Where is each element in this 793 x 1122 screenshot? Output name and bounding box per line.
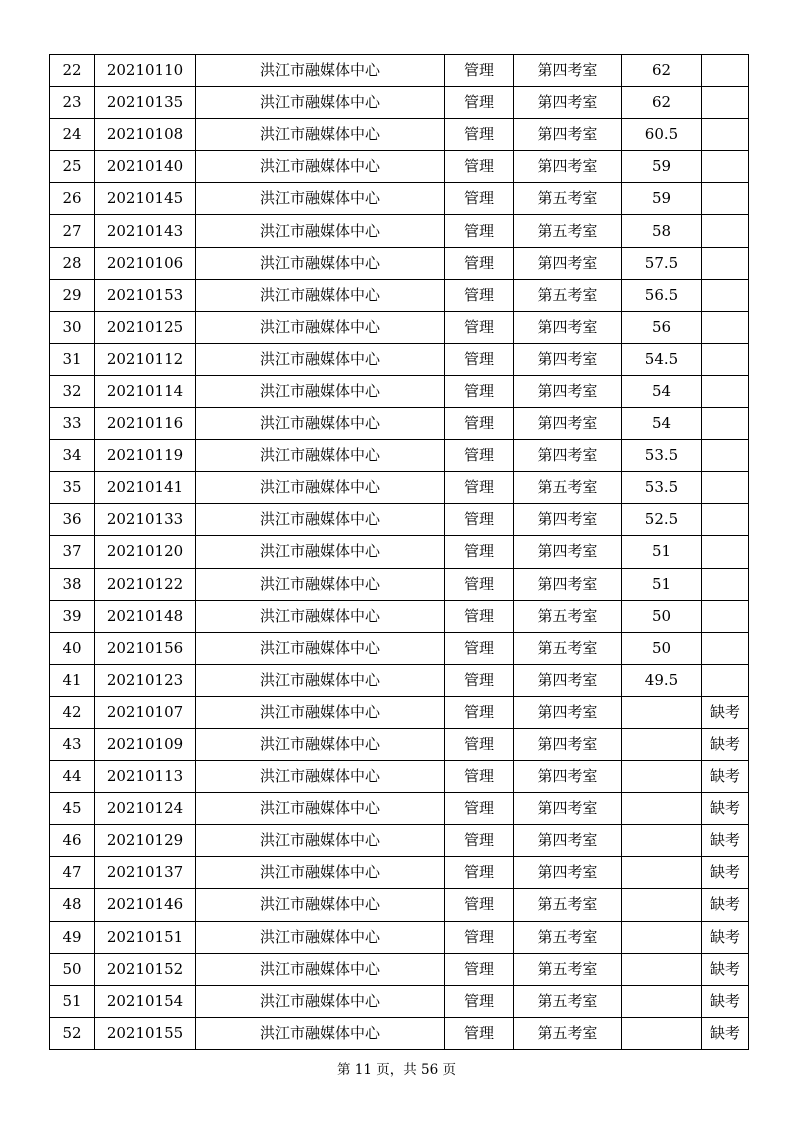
table-body — [50, 55, 749, 1050]
employer-unit-cell: 洪江市融媒体中心 — [196, 55, 445, 87]
ticket-number-cell: 20210112 — [95, 343, 196, 375]
exam-room-cell: 第五考室 — [514, 889, 622, 921]
ticket-number-cell: 20210141 — [95, 472, 196, 504]
ticket-number-cell: 20210146 — [95, 889, 196, 921]
table-row — [50, 568, 749, 600]
ticket-number-cell: 20210129 — [95, 825, 196, 857]
score-cell: 53.5 — [622, 440, 702, 472]
position-cell: 管理 — [445, 536, 514, 568]
employer-unit-cell: 洪江市融媒体中心 — [196, 183, 445, 215]
row-number-cell: 45 — [50, 793, 95, 825]
remark-cell: 缺考 — [702, 1017, 749, 1049]
score-cell: 54.5 — [622, 343, 702, 375]
employer-unit-cell: 洪江市融媒体中心 — [196, 119, 445, 151]
row-number-cell: 38 — [50, 568, 95, 600]
score-cell: 56.5 — [622, 279, 702, 311]
score-cell: 57.5 — [622, 247, 702, 279]
row-number-cell: 41 — [50, 664, 95, 696]
remark-cell — [702, 664, 749, 696]
ticket-number-cell: 20210148 — [95, 600, 196, 632]
ticket-number-cell: 20210113 — [95, 761, 196, 793]
remark-cell — [702, 343, 749, 375]
row-number-cell: 24 — [50, 119, 95, 151]
employer-unit-cell: 洪江市融媒体中心 — [196, 1017, 445, 1049]
table-row — [50, 119, 749, 151]
remark-cell — [702, 408, 749, 440]
row-number-cell: 49 — [50, 921, 95, 953]
ticket-number-cell: 20210137 — [95, 857, 196, 889]
remark-cell — [702, 55, 749, 87]
table-row — [50, 375, 749, 407]
employer-unit-cell: 洪江市融媒体中心 — [196, 793, 445, 825]
row-number-cell: 31 — [50, 343, 95, 375]
employer-unit-cell: 洪江市融媒体中心 — [196, 440, 445, 472]
remark-cell: 缺考 — [702, 696, 749, 728]
row-number-cell: 44 — [50, 761, 95, 793]
remark-cell — [702, 440, 749, 472]
ticket-number-cell: 20210120 — [95, 536, 196, 568]
ticket-number-cell: 20210116 — [95, 408, 196, 440]
table-row — [50, 953, 749, 985]
position-cell: 管理 — [445, 504, 514, 536]
ticket-number-cell: 20210106 — [95, 247, 196, 279]
row-number-cell: 33 — [50, 408, 95, 440]
position-cell: 管理 — [445, 857, 514, 889]
row-number-cell: 42 — [50, 696, 95, 728]
remark-cell — [702, 215, 749, 247]
table-row — [50, 215, 749, 247]
remark-cell — [702, 504, 749, 536]
employer-unit-cell: 洪江市融媒体中心 — [196, 632, 445, 664]
employer-unit-cell: 洪江市融媒体中心 — [196, 311, 445, 343]
table-row — [50, 857, 749, 889]
position-cell: 管理 — [445, 728, 514, 760]
exam-room-cell: 第四考室 — [514, 247, 622, 279]
remark-cell — [702, 472, 749, 504]
row-number-cell: 34 — [50, 440, 95, 472]
position-cell: 管理 — [445, 953, 514, 985]
employer-unit-cell: 洪江市融媒体中心 — [196, 600, 445, 632]
table-row — [50, 504, 749, 536]
remark-cell — [702, 151, 749, 183]
position-cell: 管理 — [445, 761, 514, 793]
ticket-number-cell: 20210122 — [95, 568, 196, 600]
remark-cell — [702, 375, 749, 407]
remark-cell — [702, 247, 749, 279]
row-number-cell: 27 — [50, 215, 95, 247]
score-cell: 62 — [622, 55, 702, 87]
ticket-number-cell: 20210124 — [95, 793, 196, 825]
ticket-number-cell: 20210145 — [95, 183, 196, 215]
score-cell: 56 — [622, 311, 702, 343]
employer-unit-cell: 洪江市融媒体中心 — [196, 664, 445, 696]
table-row — [50, 536, 749, 568]
position-cell: 管理 — [445, 375, 514, 407]
position-cell: 管理 — [445, 247, 514, 279]
row-number-cell: 47 — [50, 857, 95, 889]
row-number-cell: 28 — [50, 247, 95, 279]
employer-unit-cell: 洪江市融媒体中心 — [196, 215, 445, 247]
table-row — [50, 183, 749, 215]
exam-room-cell: 第四考室 — [514, 151, 622, 183]
employer-unit-cell: 洪江市融媒体中心 — [196, 857, 445, 889]
position-cell: 管理 — [445, 55, 514, 87]
exam-room-cell: 第五考室 — [514, 279, 622, 311]
position-cell: 管理 — [445, 279, 514, 311]
position-cell: 管理 — [445, 151, 514, 183]
table-row — [50, 921, 749, 953]
position-cell: 管理 — [445, 632, 514, 664]
row-number-cell: 50 — [50, 953, 95, 985]
table-row — [50, 472, 749, 504]
remark-cell: 缺考 — [702, 825, 749, 857]
exam-room-cell: 第四考室 — [514, 761, 622, 793]
employer-unit-cell: 洪江市融媒体中心 — [196, 568, 445, 600]
exam-room-cell: 第五考室 — [514, 985, 622, 1017]
row-number-cell: 52 — [50, 1017, 95, 1049]
table-row — [50, 600, 749, 632]
exam-room-cell: 第四考室 — [514, 375, 622, 407]
exam-room-cell: 第四考室 — [514, 728, 622, 760]
ticket-number-cell: 20210107 — [95, 696, 196, 728]
remark-cell — [702, 183, 749, 215]
employer-unit-cell: 洪江市融媒体中心 — [196, 279, 445, 311]
ticket-number-cell: 20210109 — [95, 728, 196, 760]
employer-unit-cell: 洪江市融媒体中心 — [196, 696, 445, 728]
table-row — [50, 87, 749, 119]
exam-room-cell: 第四考室 — [514, 87, 622, 119]
score-cell: 59 — [622, 183, 702, 215]
ticket-number-cell: 20210123 — [95, 664, 196, 696]
position-cell: 管理 — [445, 408, 514, 440]
ticket-number-cell: 20210110 — [95, 55, 196, 87]
score-cell — [622, 761, 702, 793]
table-row — [50, 664, 749, 696]
row-number-cell: 48 — [50, 889, 95, 921]
row-number-cell: 36 — [50, 504, 95, 536]
remark-cell — [702, 279, 749, 311]
position-cell: 管理 — [445, 215, 514, 247]
exam-room-cell: 第四考室 — [514, 440, 622, 472]
table-row — [50, 247, 749, 279]
employer-unit-cell: 洪江市融媒体中心 — [196, 536, 445, 568]
score-cell: 58 — [622, 215, 702, 247]
exam-room-cell: 第四考室 — [514, 504, 622, 536]
score-cell: 54 — [622, 375, 702, 407]
row-number-cell: 39 — [50, 600, 95, 632]
row-number-cell: 51 — [50, 985, 95, 1017]
table-row — [50, 311, 749, 343]
row-number-cell: 43 — [50, 728, 95, 760]
row-number-cell: 26 — [50, 183, 95, 215]
score-cell: 51 — [622, 568, 702, 600]
page-footer: 第 11 页，共 56 页 — [336, 1062, 457, 1078]
score-cell: 50 — [622, 600, 702, 632]
score-cell — [622, 985, 702, 1017]
employer-unit-cell: 洪江市融媒体中心 — [196, 889, 445, 921]
score-cell — [622, 728, 702, 760]
ticket-number-cell: 20210143 — [95, 215, 196, 247]
score-cell: 59 — [622, 151, 702, 183]
remark-cell: 缺考 — [702, 857, 749, 889]
exam-room-cell: 第四考室 — [514, 119, 622, 151]
position-cell: 管理 — [445, 889, 514, 921]
score-cell: 52.5 — [622, 504, 702, 536]
score-cell: 53.5 — [622, 472, 702, 504]
remark-cell — [702, 87, 749, 119]
score-cell: 54 — [622, 408, 702, 440]
remark-cell: 缺考 — [702, 921, 749, 953]
table-row — [50, 279, 749, 311]
exam-room-cell: 第五考室 — [514, 1017, 622, 1049]
exam-room-cell: 第四考室 — [514, 343, 622, 375]
table-row — [50, 825, 749, 857]
ticket-number-cell: 20210152 — [95, 953, 196, 985]
position-cell: 管理 — [445, 440, 514, 472]
employer-unit-cell: 洪江市融媒体中心 — [196, 761, 445, 793]
remark-cell — [702, 632, 749, 664]
remark-cell: 缺考 — [702, 985, 749, 1017]
exam-room-cell: 第四考室 — [514, 793, 622, 825]
ticket-number-cell: 20210119 — [95, 440, 196, 472]
score-cell — [622, 889, 702, 921]
row-number-cell: 37 — [50, 536, 95, 568]
exam-room-cell: 第五考室 — [514, 183, 622, 215]
table-row — [50, 761, 749, 793]
score-cell — [622, 1017, 702, 1049]
ticket-number-cell: 20210114 — [95, 375, 196, 407]
remark-cell: 缺考 — [702, 889, 749, 921]
position-cell: 管理 — [445, 793, 514, 825]
position-cell: 管理 — [445, 921, 514, 953]
row-number-cell: 29 — [50, 279, 95, 311]
employer-unit-cell: 洪江市融媒体中心 — [196, 247, 445, 279]
exam-room-cell: 第四考室 — [514, 857, 622, 889]
row-number-cell: 46 — [50, 825, 95, 857]
exam-room-cell: 第四考室 — [514, 311, 622, 343]
employer-unit-cell: 洪江市融媒体中心 — [196, 472, 445, 504]
row-number-cell: 30 — [50, 311, 95, 343]
ticket-number-cell: 20210153 — [95, 279, 196, 311]
table-row — [50, 343, 749, 375]
score-cell — [622, 921, 702, 953]
table-row — [50, 632, 749, 664]
results-table — [49, 54, 749, 1050]
exam-room-cell: 第五考室 — [514, 921, 622, 953]
ticket-number-cell: 20210151 — [95, 921, 196, 953]
table-row — [50, 728, 749, 760]
position-cell: 管理 — [445, 825, 514, 857]
table-row — [50, 696, 749, 728]
exam-room-cell: 第五考室 — [514, 472, 622, 504]
ticket-number-cell: 20210125 — [95, 311, 196, 343]
table-row — [50, 408, 749, 440]
score-cell — [622, 953, 702, 985]
ticket-number-cell: 20210155 — [95, 1017, 196, 1049]
remark-cell — [702, 568, 749, 600]
position-cell: 管理 — [445, 183, 514, 215]
remark-cell — [702, 119, 749, 151]
exam-room-cell: 第五考室 — [514, 953, 622, 985]
employer-unit-cell: 洪江市融媒体中心 — [196, 408, 445, 440]
ticket-number-cell: 20210135 — [95, 87, 196, 119]
position-cell: 管理 — [445, 311, 514, 343]
employer-unit-cell: 洪江市融媒体中心 — [196, 504, 445, 536]
exam-room-cell: 第四考室 — [514, 664, 622, 696]
score-cell: 60.5 — [622, 119, 702, 151]
exam-room-cell: 第四考室 — [514, 408, 622, 440]
score-cell: 51 — [622, 536, 702, 568]
position-cell: 管理 — [445, 1017, 514, 1049]
score-cell — [622, 793, 702, 825]
table-row — [50, 1017, 749, 1049]
employer-unit-cell: 洪江市融媒体中心 — [196, 343, 445, 375]
table-row — [50, 55, 749, 87]
ticket-number-cell: 20210154 — [95, 985, 196, 1017]
row-number-cell: 22 — [50, 55, 95, 87]
ticket-number-cell: 20210140 — [95, 151, 196, 183]
row-number-cell: 40 — [50, 632, 95, 664]
position-cell: 管理 — [445, 87, 514, 119]
ticket-number-cell: 20210133 — [95, 504, 196, 536]
score-cell — [622, 825, 702, 857]
row-number-cell: 25 — [50, 151, 95, 183]
score-cell: 50 — [622, 632, 702, 664]
position-cell: 管理 — [445, 985, 514, 1017]
exam-room-cell: 第五考室 — [514, 215, 622, 247]
score-cell: 62 — [622, 87, 702, 119]
score-cell: 49.5 — [622, 664, 702, 696]
exam-room-cell: 第四考室 — [514, 55, 622, 87]
employer-unit-cell: 洪江市融媒体中心 — [196, 151, 445, 183]
employer-unit-cell: 洪江市融媒体中心 — [196, 375, 445, 407]
table-row — [50, 440, 749, 472]
exam-room-cell: 第五考室 — [514, 600, 622, 632]
employer-unit-cell: 洪江市融媒体中心 — [196, 728, 445, 760]
employer-unit-cell: 洪江市融媒体中心 — [196, 87, 445, 119]
position-cell: 管理 — [445, 119, 514, 151]
ticket-number-cell: 20210108 — [95, 119, 196, 151]
remark-cell: 缺考 — [702, 728, 749, 760]
position-cell: 管理 — [445, 600, 514, 632]
remark-cell — [702, 536, 749, 568]
row-number-cell: 35 — [50, 472, 95, 504]
exam-room-cell: 第五考室 — [514, 632, 622, 664]
remark-cell — [702, 311, 749, 343]
position-cell: 管理 — [445, 472, 514, 504]
exam-room-cell: 第四考室 — [514, 696, 622, 728]
position-cell: 管理 — [445, 696, 514, 728]
table-row — [50, 151, 749, 183]
remark-cell: 缺考 — [702, 761, 749, 793]
exam-room-cell: 第四考室 — [514, 825, 622, 857]
employer-unit-cell: 洪江市融媒体中心 — [196, 953, 445, 985]
exam-room-cell: 第四考室 — [514, 536, 622, 568]
employer-unit-cell: 洪江市融媒体中心 — [196, 825, 445, 857]
table-row — [50, 793, 749, 825]
employer-unit-cell: 洪江市融媒体中心 — [196, 985, 445, 1017]
row-number-cell: 23 — [50, 87, 95, 119]
table-row — [50, 985, 749, 1017]
remark-cell — [702, 600, 749, 632]
position-cell: 管理 — [445, 343, 514, 375]
remark-cell: 缺考 — [702, 793, 749, 825]
exam-room-cell: 第四考室 — [514, 568, 622, 600]
position-cell: 管理 — [445, 664, 514, 696]
score-cell — [622, 696, 702, 728]
score-cell — [622, 857, 702, 889]
ticket-number-cell: 20210156 — [95, 632, 196, 664]
remark-cell: 缺考 — [702, 953, 749, 985]
row-number-cell: 32 — [50, 375, 95, 407]
position-cell: 管理 — [445, 568, 514, 600]
employer-unit-cell: 洪江市融媒体中心 — [196, 921, 445, 953]
table-row — [50, 889, 749, 921]
